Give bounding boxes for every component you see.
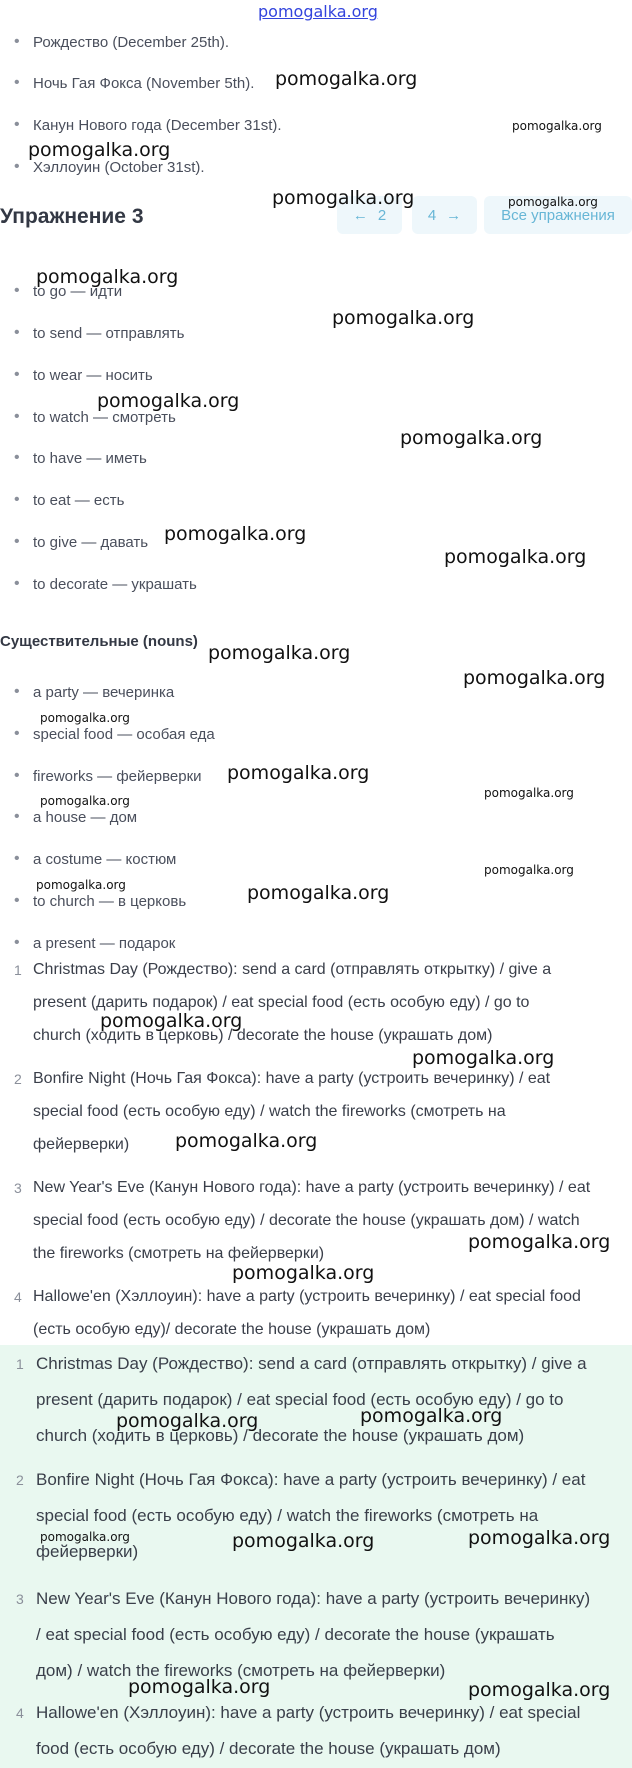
watermark: pomogalka.org: [360, 1405, 503, 1427]
answer-number: 3: [14, 1180, 22, 1196]
watermark: pomogalka.org: [332, 307, 475, 329]
watermark: pomogalka.org: [40, 794, 130, 808]
watermark: pomogalka.org: [444, 546, 587, 568]
watermark: pomogalka.org: [484, 863, 574, 877]
answer-number: 2: [16, 1472, 24, 1488]
watermark: pomogalka.org: [40, 1530, 130, 1544]
watermark: pomogalka.org: [36, 266, 179, 288]
all-exercises-button[interactable]: Все упражнения: [484, 196, 632, 234]
watermark: pomogalka.org: [484, 786, 574, 800]
watermark: pomogalka.org: [232, 1262, 375, 1284]
watermark: pomogalka.org: [164, 523, 307, 545]
answer-text: Hallowe'en (Хэллоуин): have a party (устроить вечеринку) / eat special food (есть особую еду)/ decorate the house (украшать дом): [33, 1288, 581, 1338]
answer-text: New Year's Eve (Канун Нового года): have a party (устроить вечеринку) / eat special food (есть особую еду) / decorate the house (украшать дом) / watch the fireworks (смотреть на фейерверки): [36, 1589, 591, 1680]
watermark-top-link[interactable]: pomogalka.org: [258, 2, 378, 21]
watermark: pomogalka.org: [468, 1231, 611, 1253]
watermark: pomogalka.org: [208, 642, 351, 664]
answer-text: Bonfire Night (Ночь Гая Фокса): have a party (устроить вечеринку) / eat special food (есть особую еду) / watch the fireworks (смотреть на фейерверки): [33, 1070, 551, 1153]
watermark: pomogalka.org: [36, 878, 126, 892]
answer-number: 3: [16, 1591, 24, 1607]
watermark: pomogalka.org: [512, 119, 602, 133]
watermark: pomogalka.org: [232, 1530, 375, 1552]
watermark: pomogalka.org: [272, 187, 415, 209]
watermark: pomogalka.org: [97, 390, 240, 412]
answer-text: Christmas Day (Рождество): send a card (отправлять открытку) / give a present (дарить подарок) / eat special food (есть особую еду) / go to church (ходить в церковь) / decorate the house (украшать дом): [33, 961, 552, 1044]
answer-text: Christmas Day (Рождество): send a card (отправлять открытку) / give a present (дарить подарок) / eat special food (есть особую еду) / go to church (ходить в церковь) / decorate the house (украшать дом): [36, 1354, 587, 1445]
watermark: pomogalka.org: [128, 1676, 271, 1698]
answer-number: 2: [14, 1071, 22, 1087]
watermark: pomogalka.org: [247, 882, 390, 904]
watermark: pomogalka.org: [468, 1679, 611, 1701]
arrow-left-icon: ←: [352, 206, 368, 224]
watermark: pomogalka.org: [40, 711, 130, 725]
watermark: pomogalka.org: [28, 139, 171, 161]
watermark: pomogalka.org: [412, 1047, 555, 1069]
nouns-heading: Существительные (nouns): [0, 633, 198, 650]
watermark: pomogalka.org: [468, 1527, 611, 1549]
watermark: pomogalka.org: [100, 1010, 243, 1032]
next-exercise-button[interactable]: 4 →: [412, 196, 477, 234]
answer-number: 4: [14, 1289, 22, 1305]
watermark: pomogalka.org: [463, 667, 606, 689]
answer-number: 1: [14, 962, 22, 978]
answer-number: 4: [16, 1705, 24, 1721]
answer-number: 1: [16, 1356, 24, 1372]
page-title: Упражнение 3: [0, 205, 144, 228]
answer-text: Hallowe'en (Хэллоуин): have a party (устроить вечеринку) / eat special food (есть особую еду) / decorate the house (украшать дом): [36, 1703, 581, 1758]
watermark: pomogalka.org: [116, 1410, 259, 1432]
arrow-right-icon: →: [446, 206, 462, 224]
answer-text: Bonfire Night (Ночь Гая Фокса): have a party (устроить вечеринку) / eat special food (есть особую еду) / watch the fireworks (смотреть на фейерверки): [36, 1470, 586, 1561]
prev-exercise-button[interactable]: ← 2: [337, 196, 402, 234]
watermark: pomogalka.org: [227, 762, 370, 784]
watermark: pomogalka.org: [400, 427, 543, 449]
watermark: pomogalka.org: [508, 195, 598, 209]
answer-text: New Year's Eve (Канун Нового года): have a party (устроить вечеринку) / eat special food (есть особую еду) / decorate the house (украшать дом) / watch the fireworks (смотреть на фейерверки): [33, 1179, 591, 1262]
watermark: pomogalka.org: [275, 68, 418, 90]
watermark: pomogalka.org: [175, 1130, 318, 1152]
